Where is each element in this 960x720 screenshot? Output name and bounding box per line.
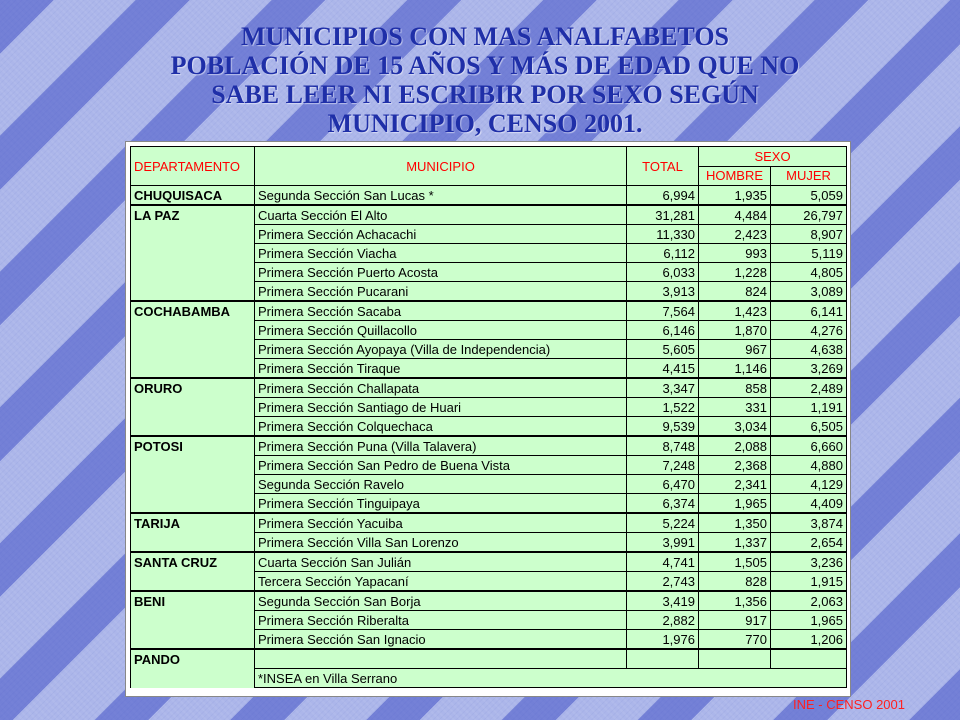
hombre-cell: 1,350 (699, 513, 771, 533)
mujer-cell: 1,915 (771, 572, 847, 592)
municipio-cell: Primera Sección Quillacollo (255, 321, 627, 340)
hombre-cell: 2,368 (699, 456, 771, 475)
title-line: MUNICIPIOS CON MAS ANALFABETOS (240, 22, 730, 51)
total-cell: 3,991 (627, 533, 699, 553)
total-cell: 6,146 (627, 321, 699, 340)
department-cell (131, 475, 255, 494)
municipio-cell: Primera Sección Riberalta (255, 611, 627, 630)
total-cell: 6,994 (627, 186, 699, 206)
municipio-cell: Primera Sección San Pedro de Buena Vista (255, 456, 627, 475)
hombre-cell: 1,423 (699, 301, 771, 321)
department-cell (131, 359, 255, 379)
municipio-cell: Primera Sección Pucarani (255, 282, 627, 302)
total-cell: 7,564 (627, 301, 699, 321)
table-row (131, 475, 847, 494)
department-cell (131, 340, 255, 359)
department-cell (131, 417, 255, 437)
mujer-cell: 6,505 (771, 417, 847, 437)
mujer-cell: 3,236 (771, 552, 847, 572)
table-row (131, 513, 847, 533)
table-row (131, 533, 847, 553)
header-sexo: SEXO (699, 147, 847, 167)
total-cell: 5,224 (627, 513, 699, 533)
total-cell: 8,748 (627, 436, 699, 456)
mujer-cell: 5,119 (771, 244, 847, 263)
table-note: *INSEA en Villa Serrano (255, 669, 847, 688)
hombre-cell: 2,088 (699, 436, 771, 456)
title-line: POBLACIÓN DE 15 AÑOS Y MÁS DE EDAD QUE NO (170, 51, 800, 80)
department-cell (131, 282, 255, 302)
municipio-cell: Primera Sección Tiraque (255, 359, 627, 379)
hombre-cell: 331 (699, 398, 771, 417)
municipio-cell: Cuarta Sección El Alto (255, 205, 627, 225)
mujer-cell: 2,489 (771, 378, 847, 398)
mujer-cell: 6,141 (771, 301, 847, 321)
department-cell (131, 630, 255, 650)
mujer-cell: 6,660 (771, 436, 847, 456)
department-cell (131, 244, 255, 263)
mujer-cell: 26,797 (771, 205, 847, 225)
table-row (131, 572, 847, 592)
department-cell: PANDO (131, 649, 255, 669)
hombre-cell: 993 (699, 244, 771, 263)
mujer-cell: 4,880 (771, 456, 847, 475)
department-cell (131, 456, 255, 475)
mujer-cell: 3,874 (771, 513, 847, 533)
page-title (60, 22, 910, 138)
table-row (131, 436, 847, 456)
mujer-cell: 4,276 (771, 321, 847, 340)
total-cell: 4,741 (627, 552, 699, 572)
hombre-cell: 2,341 (699, 475, 771, 494)
department-cell: ORURO (131, 378, 255, 398)
mujer-cell: 1,191 (771, 398, 847, 417)
hombre-cell: 2,423 (699, 225, 771, 244)
mujer-cell: 4,129 (771, 475, 847, 494)
table-row (131, 456, 847, 475)
total-cell: 7,248 (627, 456, 699, 475)
table-row (131, 186, 847, 206)
hombre-cell: 1,337 (699, 533, 771, 553)
mujer-cell: 3,269 (771, 359, 847, 379)
mujer-cell: 1,206 (771, 630, 847, 650)
hombre-cell: 1,935 (699, 186, 771, 206)
total-cell: 9,539 (627, 417, 699, 437)
table-row (131, 205, 847, 225)
mujer-cell: 4,638 (771, 340, 847, 359)
total-cell: 1,976 (627, 630, 699, 650)
mujer-cell: 4,805 (771, 263, 847, 282)
header-mujer: MUJER (771, 166, 847, 186)
data-table-panel (125, 141, 851, 697)
hombre-cell: 824 (699, 282, 771, 302)
mujer-cell: 4,409 (771, 494, 847, 514)
department-cell (131, 533, 255, 553)
hombre-cell: 770 (699, 630, 771, 650)
table-row (131, 630, 847, 650)
table-row (131, 378, 847, 398)
hombre-cell: 3,034 (699, 417, 771, 437)
table-row (131, 649, 847, 669)
table-row (131, 552, 847, 572)
municipio-cell: Primera Sección Viacha (255, 244, 627, 263)
municipio-cell: Primera Sección Puerto Acosta (255, 263, 627, 282)
department-cell: LA PAZ (131, 205, 255, 225)
total-cell: 31,281 (627, 205, 699, 225)
hombre-cell (699, 649, 771, 669)
hombre-cell: 858 (699, 378, 771, 398)
table-row (131, 359, 847, 379)
municipio-cell: Primera Sección Tinguipaya (255, 494, 627, 514)
municipio-cell: Segunda Sección Ravelo (255, 475, 627, 494)
total-cell: 3,419 (627, 591, 699, 611)
source-footer: INE - CENSO 2001 (793, 697, 905, 712)
note-empty-cell (131, 669, 255, 688)
hombre-cell: 1,146 (699, 359, 771, 379)
department-cell: POTOSI (131, 436, 255, 456)
municipio-cell: Primera Sección Yacuiba (255, 513, 627, 533)
hombre-cell: 1,228 (699, 263, 771, 282)
mujer-cell: 3,089 (771, 282, 847, 302)
table-row (131, 321, 847, 340)
hombre-cell: 917 (699, 611, 771, 630)
table-row (131, 611, 847, 630)
hombre-cell: 1,965 (699, 494, 771, 514)
hombre-cell: 1,870 (699, 321, 771, 340)
table-row (131, 301, 847, 321)
mujer-cell (771, 649, 847, 669)
mujer-cell: 2,063 (771, 591, 847, 611)
total-cell: 2,743 (627, 572, 699, 592)
department-cell (131, 263, 255, 282)
municipio-cell: Primera Sección Achacachi (255, 225, 627, 244)
header-municipio: MUNICIPIO (255, 147, 627, 186)
table-row (131, 225, 847, 244)
municipio-cell: Primera Sección Puna (Villa Talavera) (255, 436, 627, 456)
municipio-cell: Primera Sección Sacaba (255, 301, 627, 321)
municipio-cell: Tercera Sección Yapacaní (255, 572, 627, 592)
department-cell: COCHABAMBA (131, 301, 255, 321)
table-row (131, 494, 847, 514)
table-row (131, 244, 847, 263)
total-cell: 1,522 (627, 398, 699, 417)
title-line: MUNICIPIO, CENSO 2001. (327, 109, 643, 138)
total-cell: 5,605 (627, 340, 699, 359)
table-row (131, 417, 847, 437)
department-cell: BENI (131, 591, 255, 611)
total-cell (627, 649, 699, 669)
municipio-cell: Segunda Sección San Borja (255, 591, 627, 611)
table-row (131, 282, 847, 302)
municipio-cell: Segunda Sección San Lucas * (255, 186, 627, 206)
table-row (131, 591, 847, 611)
data-table (130, 146, 847, 688)
municipio-cell (255, 649, 627, 669)
mujer-cell: 5,059 (771, 186, 847, 206)
municipio-cell: Primera Sección Ayopaya (Villa de Independencia) (255, 340, 627, 359)
mujer-cell: 8,907 (771, 225, 847, 244)
note-row (131, 669, 847, 688)
department-cell: CHUQUISACA (131, 186, 255, 206)
total-cell: 3,913 (627, 282, 699, 302)
table-row (131, 398, 847, 417)
municipio-cell: Primera Sección Santiago de Huari (255, 398, 627, 417)
total-cell: 6,112 (627, 244, 699, 263)
total-cell: 6,033 (627, 263, 699, 282)
total-cell: 6,470 (627, 475, 699, 494)
table-row (131, 340, 847, 359)
department-cell (131, 494, 255, 514)
department-cell: SANTA CRUZ (131, 552, 255, 572)
total-cell: 6,374 (627, 494, 699, 514)
hombre-cell: 828 (699, 572, 771, 592)
total-cell: 4,415 (627, 359, 699, 379)
total-cell: 2,882 (627, 611, 699, 630)
department-cell (131, 321, 255, 340)
mujer-cell: 2,654 (771, 533, 847, 553)
table-row (131, 263, 847, 282)
hombre-cell: 1,505 (699, 552, 771, 572)
title-line: SABE LEER NI ESCRIBIR POR SEXO SEGÚN (211, 80, 759, 109)
header-hombre: HOMBRE (699, 166, 771, 186)
total-cell: 11,330 (627, 225, 699, 244)
department-cell: TARIJA (131, 513, 255, 533)
municipio-cell: Primera Sección Villa San Lorenzo (255, 533, 627, 553)
municipio-cell: Primera Sección Colquechaca (255, 417, 627, 437)
mujer-cell: 1,965 (771, 611, 847, 630)
total-cell: 3,347 (627, 378, 699, 398)
header-total: TOTAL (627, 147, 699, 186)
table-body (131, 186, 847, 688)
municipio-cell: Primera Sección Challapata (255, 378, 627, 398)
municipio-cell: Cuarta Sección San Julián (255, 552, 627, 572)
department-cell (131, 225, 255, 244)
hombre-cell: 1,356 (699, 591, 771, 611)
hombre-cell: 967 (699, 340, 771, 359)
department-cell (131, 572, 255, 592)
hombre-cell: 4,484 (699, 205, 771, 225)
department-cell (131, 398, 255, 417)
municipio-cell: Primera Sección San Ignacio (255, 630, 627, 650)
header-departamento: DEPARTAMENTO (131, 147, 255, 186)
department-cell (131, 611, 255, 630)
